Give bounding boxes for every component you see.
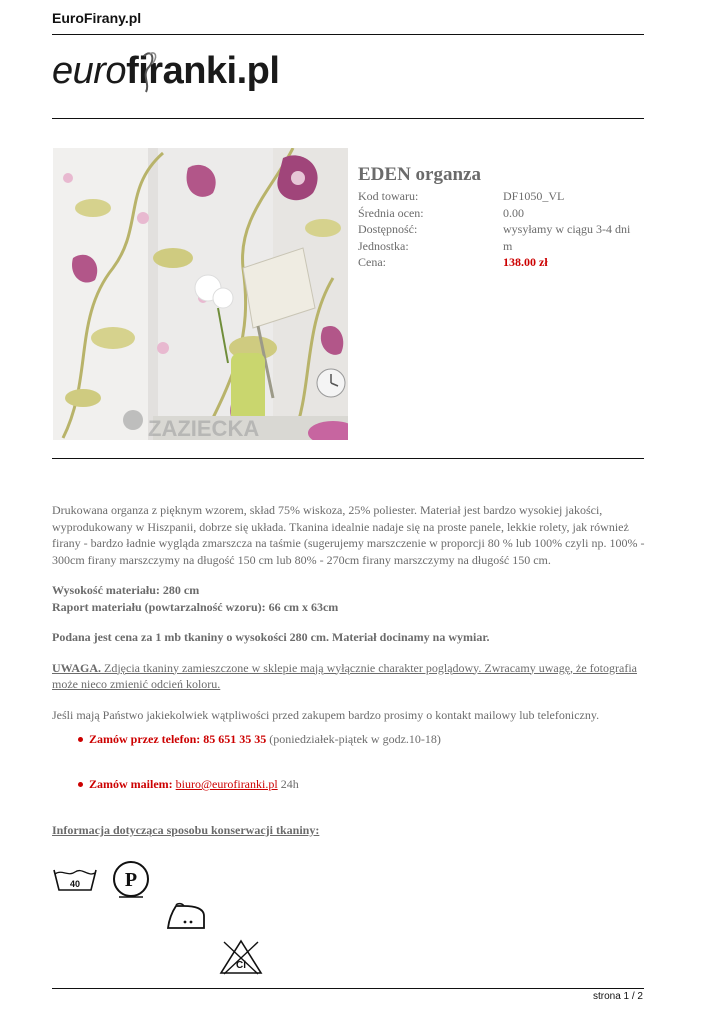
spec-key: Kod towaru: bbox=[358, 189, 419, 203]
spec-key: Cena: bbox=[358, 255, 386, 269]
spec-key: Jednostka: bbox=[358, 238, 409, 253]
material-repeat: Raport materiału (powtarzalność wzoru): 66 cm x 63cm bbox=[52, 599, 339, 614]
order-phone-link[interactable]: Zamów przez telefon: 85 651 35 35 bbox=[89, 732, 267, 746]
price-note: Podana jest cena za 1 mb tkaniny o wysokości 280 cm. Materiał docinamy na wymiar. bbox=[52, 630, 490, 644]
spec-value: 0.00 bbox=[503, 205, 524, 220]
logo-curtain-icon bbox=[52, 46, 322, 106]
product-title: EDEN organza bbox=[358, 164, 481, 185]
warning-note bbox=[52, 660, 648, 693]
header-rule bbox=[52, 34, 644, 35]
spec-key: Dostępność: bbox=[358, 222, 418, 236]
warning-label: UWAGA. bbox=[52, 660, 102, 675]
spec-value: m bbox=[503, 238, 513, 253]
logo-euro-text: euro bbox=[52, 50, 127, 92]
product-price: 138.00 zł bbox=[503, 255, 548, 269]
spec-value: wysyłamy w ciągu 3-4 dni bbox=[503, 222, 631, 236]
eurofiranki-logo[interactable] bbox=[52, 46, 322, 106]
material-height: Wysokość materiału: 280 cm bbox=[52, 583, 200, 597]
wash-40-icon bbox=[52, 866, 98, 894]
doubts-note: Jeśli mają Państwo jakiekolwiek wątpliwości przed zakupem bardzo prosimy o kontakt mailowy lub telefoniczny. bbox=[52, 707, 600, 722]
spec-row-rating bbox=[358, 205, 643, 222]
site-name: EuroFirany.pl bbox=[52, 10, 142, 26]
logo-firanki-text: firanki.pl bbox=[126, 50, 280, 92]
spec-row-unit bbox=[358, 238, 643, 255]
svg-text:40: 40 bbox=[69, 879, 81, 889]
iron-two-dots-icon bbox=[164, 902, 208, 932]
spec-row-code bbox=[358, 188, 643, 205]
svg-text:P: P bbox=[124, 869, 138, 891]
care-heading-row bbox=[52, 822, 648, 839]
spec-row-price bbox=[358, 254, 643, 271]
dry-clean-p-icon bbox=[111, 859, 151, 899]
page-number: strona 1 / 2 bbox=[592, 991, 643, 1002]
description-text: Drukowana organza z pięknym wzorem, skład 75% wiskoza, 25% poliester. Materiał jest bardzo wysokiej jakości, wyprodukowany w Hiszpanii, dobrze się układa. Tkanina idealnie nadaje się na proste panele, lekkie rolety, jak również firany - bardzo ładnie wygląda zmarszcza na taśmie (sugerujemy marszczenie w proporcji 80 % lub 100% czyli np. 100% - 300cm firany marszczymy na długość 150 cm lub 80% - 270cm firany marszczymy na długość 150 cm. bbox=[52, 503, 645, 567]
logo-rule bbox=[52, 118, 644, 119]
svg-text:Cl: Cl bbox=[236, 960, 246, 971]
order-phone-item bbox=[52, 731, 648, 748]
order-mail-hours: 24h bbox=[277, 777, 299, 791]
care-heading: Informacja dotycząca sposobu konserwacji tkaniny: bbox=[52, 823, 320, 837]
photo-watermark: ZAZIECKA bbox=[148, 416, 260, 440]
spec-value: DF1050_VL bbox=[503, 189, 565, 203]
product-photo[interactable] bbox=[53, 148, 348, 440]
spec-row-availability bbox=[358, 221, 643, 238]
bullet-icon bbox=[78, 782, 83, 787]
product-description bbox=[52, 502, 648, 723]
warning-text: Zdjęcia tkaniny zamieszczone w sklepie mają wyłącznie charakter poglądowy. Zwracamy uwagę, że fotografia może nieco zmienić odcień koloru. bbox=[52, 660, 637, 691]
no-chlorine-bleach-icon bbox=[218, 938, 264, 976]
product-rule bbox=[52, 458, 644, 459]
order-mail-link[interactable]: biuro@eurofiranki.pl bbox=[175, 777, 278, 791]
order-mail-item bbox=[52, 776, 648, 793]
bullet-icon bbox=[78, 737, 83, 742]
order-mail-label: Zamów mailem: bbox=[89, 777, 173, 791]
spec-key: Średnia ocen: bbox=[358, 205, 424, 220]
spec-table bbox=[358, 188, 643, 271]
order-phone-hours: (poniedziałek-piątek w godz.10-18) bbox=[266, 732, 441, 746]
footer-rule bbox=[52, 988, 644, 989]
